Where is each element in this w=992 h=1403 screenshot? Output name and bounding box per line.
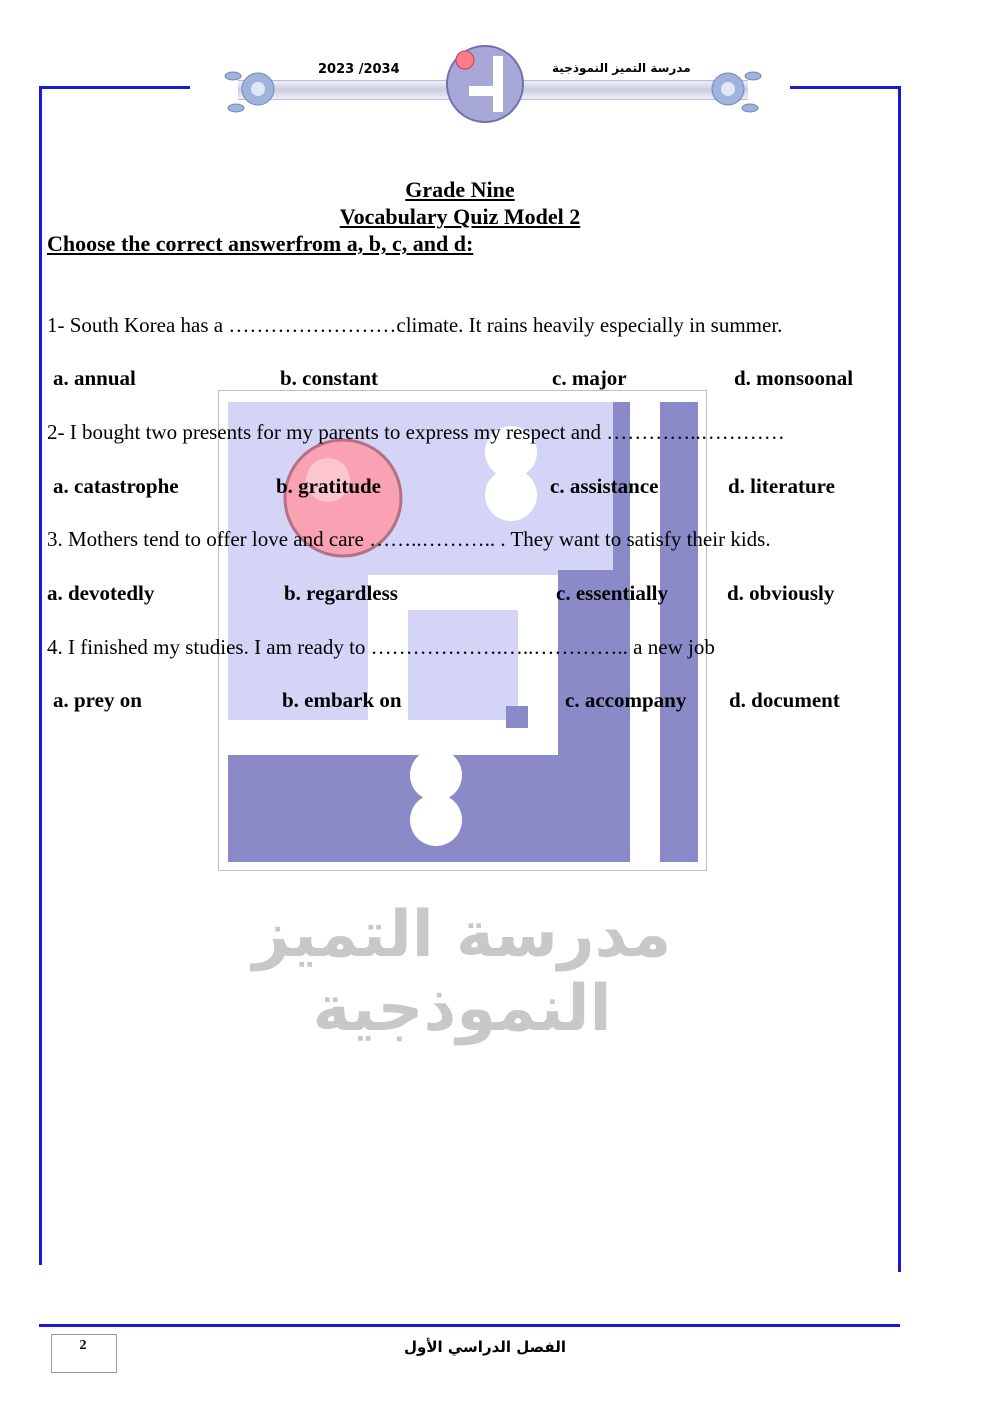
question-2-option-c: c. assistance [550,474,659,498]
watermark-logo-icon [218,390,707,871]
question-1-option-c: c. major [552,366,627,390]
frame-left-line [39,87,42,1265]
question-1-option-a: a. annual [53,366,136,390]
question-2-option-b: b. gratitude [276,474,381,498]
question-2-option-a: a. catastrophe [53,474,179,498]
question-1-option-b: b. constant [280,366,379,390]
frame-right-line [898,87,901,1272]
footer-semester: الفصل الدراسي الأول [404,1338,566,1356]
page-title-quiz: Vocabulary Quiz Model 2 [339,204,581,229]
school-logo-icon [443,42,527,126]
question-4-text: 4. I finished my studies. I am ready to ……………….…..………….. a new job [47,635,715,659]
question-4-option-c: c. accompany [565,688,687,712]
question-2-option-d: d. literature [728,474,835,498]
page-number: 2 [79,1338,87,1353]
question-3-text: 3. Mothers tend to offer love and care ……..……….. . They want to satisfy their kids. [47,527,771,551]
question-4-option-a: a. prey on [53,688,142,712]
question-3-option-b: b. regardless [284,581,398,605]
frame-top-left-line [39,86,190,89]
footer-rule [39,1324,900,1327]
question-3-option-c: c. essentially [556,581,668,605]
watermark-school-name: مدرسة التميز النموذجية [252,898,672,1046]
question-3-option-d: d. obviously [727,581,835,605]
question-3-option-a: a. devotedly [47,581,155,605]
frame-top-right-line [790,86,901,89]
page-title-grade: Grade Nine [405,177,515,202]
question-1-option-d: d. monsoonal [734,366,854,390]
question-2-text: 2- I bought two presents for my parents to express my respect and …………..………… [47,420,785,444]
school-name-header: مدرسة التميز النموذجية [552,61,691,75]
question-4-option-b: b. embark on [282,688,402,712]
question-1-text: 1- South Korea has a ……………………climate. It rains heavily especially in summer. [47,313,783,337]
instruction-text: Choose the correct answerfrom a, b, c, and d: [47,231,474,256]
question-4-option-d: d. document [729,688,840,712]
school-year: 2023 /2034 [318,62,400,77]
